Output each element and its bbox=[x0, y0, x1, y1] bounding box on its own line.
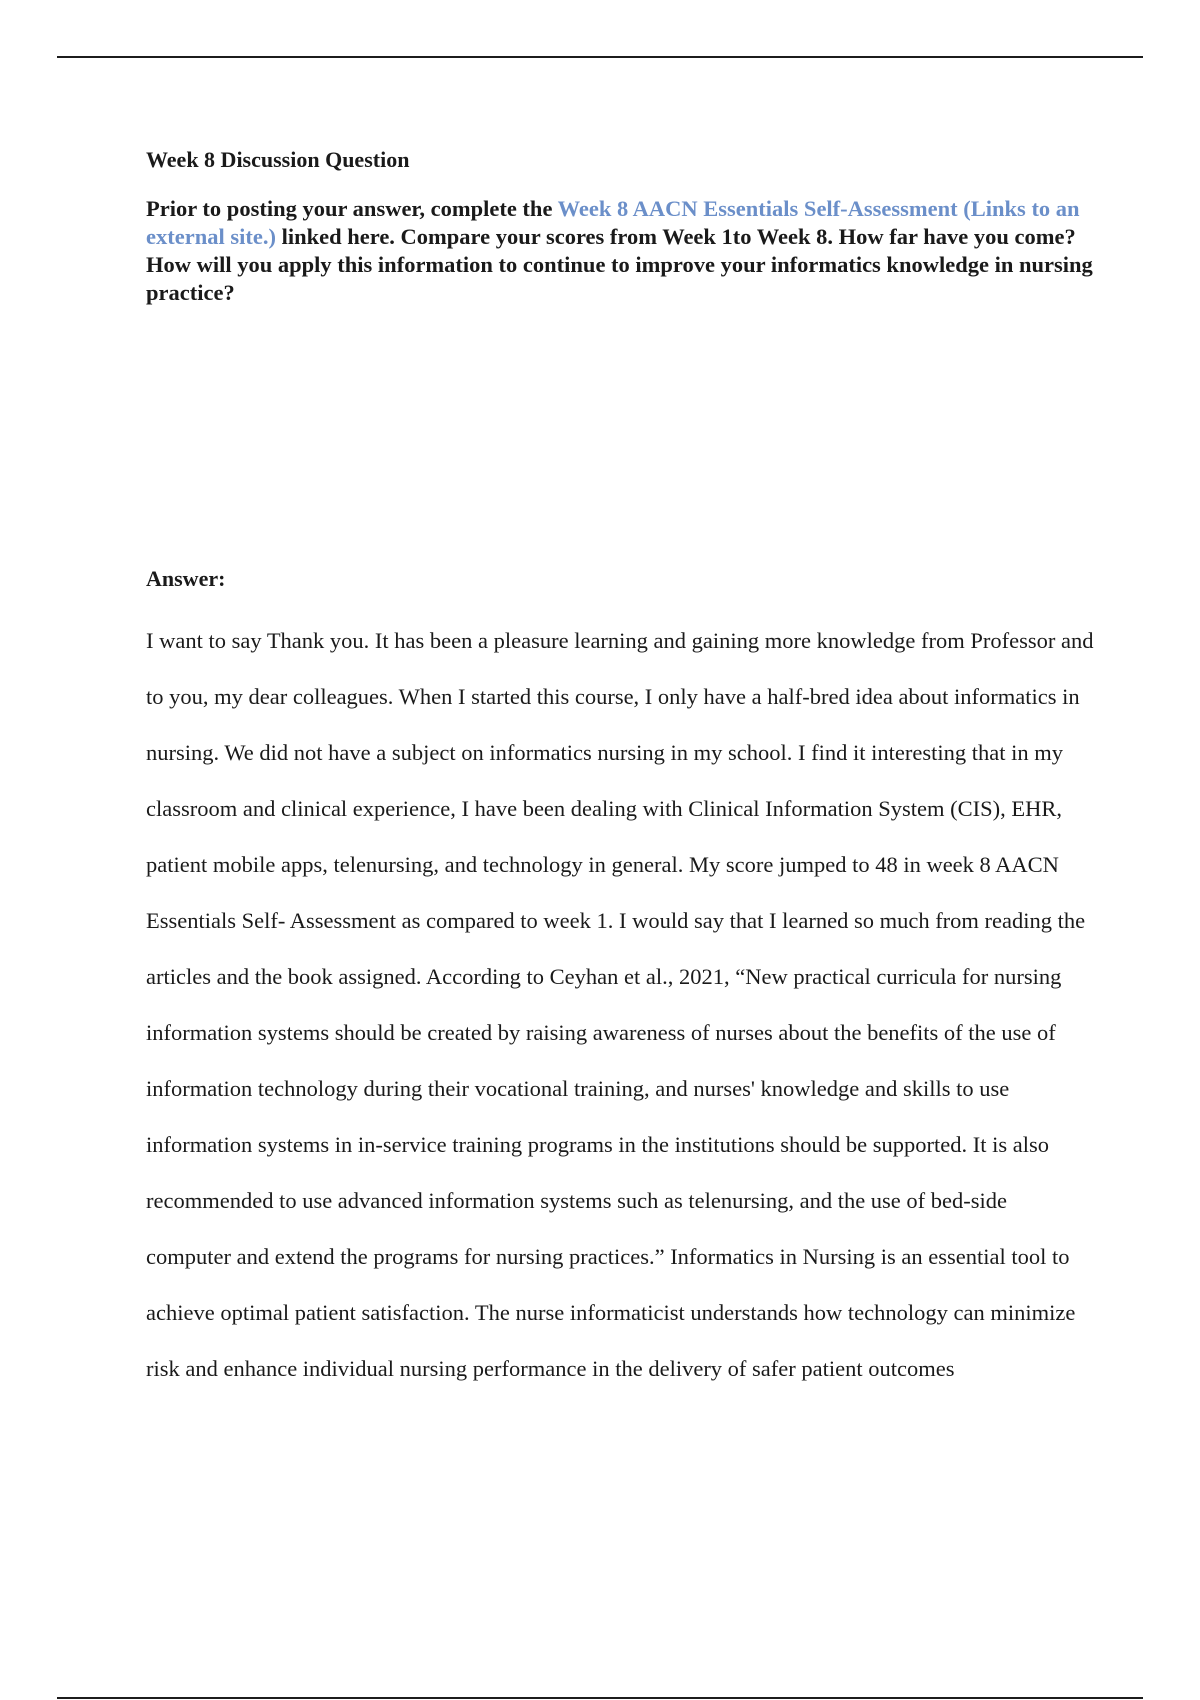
top-rule bbox=[57, 56, 1143, 58]
question-rest: linked here. Compare your scores from Week 1to Week 8. How far have you come? How will you apply this information to continue to improve your informatics knowledge in nursing practice? bbox=[146, 224, 1093, 305]
question-intro: Prior to posting your answer, complete the bbox=[146, 196, 558, 221]
answer-label: Answer: bbox=[146, 566, 226, 591]
bottom-rule bbox=[57, 1697, 1143, 1699]
document-content bbox=[146, 140, 1096, 1381]
discussion-question bbox=[146, 195, 1096, 307]
self-assessment-link[interactable]: Week 8 AACN Essentials Self-Assessment (Links to an external site.) bbox=[146, 196, 1080, 249]
answer-text: I want to say Thank you. It has been a pleasure learning and gaining more knowledge from Professor and to you, my dear colleagues. When I started this course, I only have a half-bred idea about informatics in nursing. We did not have a subject on informatics nursing in my school. I find it interesting that in my classroom and clinical experience, I have been dealing with Clinical Information System (CIS), EHR, patient mobile apps, telenursing, and technology in general. My score jumped to 48 in week 8 AACN Essentials Self- Assessment as compared to week 1. I would say that I learned so much from reading the articles and the book assigned. According to Ceyhan et al., 2021, “New practical curricula for nursing information systems should be created by raising awareness of nurses about the benefits of the use of information technology during their vocational training, and nurses' knowledge and skills to use information systems in in-service training programs in the institutions should be supported. It is also recommended to use advanced information systems such as telenursing, and the use of bed-side computer and extend the programs for nursing practices.” Informatics in Nursing is an essential tool to achieve optimal patient satisfaction. The nurse informaticist understands how technology can minimize risk and enhance individual nursing performance in the delivery of safer patient outcomes bbox=[146, 628, 1094, 1381]
page-title: Week 8 Discussion Question bbox=[146, 147, 410, 172]
